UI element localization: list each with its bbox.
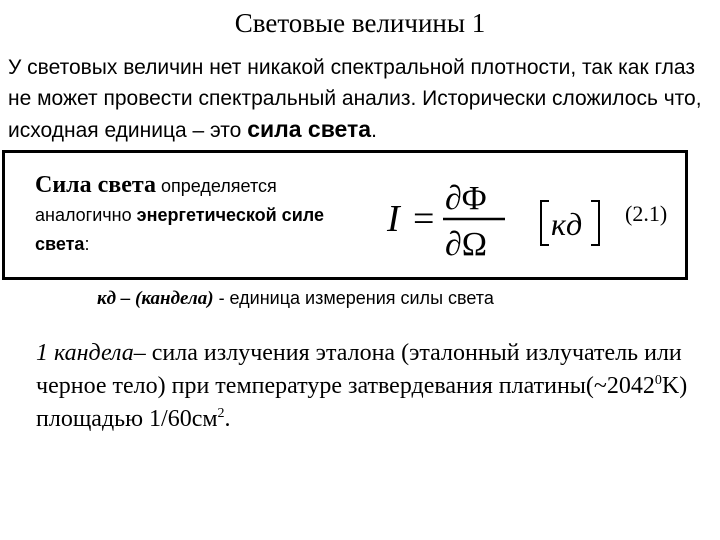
candela-end: . [224, 406, 231, 432]
intro-text: У световых величин нет никакой спектральной плотности, так как глаз не может провести спектральный анализ. Исторически сложилось что, исходная единица – это [8, 56, 702, 142]
candela-term: 1 кандела [36, 340, 134, 366]
unit-line [97, 288, 494, 310]
unit-left-bracket [541, 201, 549, 245]
definition-bold: энергетической силе света [35, 205, 324, 254]
candela-text: – сила излучения эталона (эталонный излучатель или черное тело) при температуре затвердевания платины(~2042 [36, 340, 682, 399]
definition-end: : [84, 234, 90, 254]
intro-paragraph [8, 52, 708, 146]
definition-text [35, 171, 355, 259]
formula-denominator: ∂Ω [445, 226, 488, 263]
intro-end: . [371, 119, 377, 142]
candela-sup-degree: 0 [654, 373, 662, 388]
formula-equals: = [413, 198, 435, 240]
unit-description: - единица измерения силы света [213, 288, 494, 308]
candela-text2: K) площадью 1/60см [36, 373, 688, 432]
definition-text1: определяется аналогично [35, 176, 277, 225]
formula-numerator: ∂Φ [445, 180, 487, 217]
candela-sup-square: 2 [217, 406, 225, 421]
unit-right-bracket [591, 201, 599, 245]
candela-definition [36, 337, 706, 436]
intensity-formula [383, 175, 613, 265]
formula-unit: кд [551, 206, 583, 242]
equation-number: (2.1) [625, 201, 668, 226]
definition-box [2, 150, 688, 280]
intro-bold-term: сила света [247, 116, 372, 142]
unit-abbr: кд – (кандела) [97, 288, 214, 309]
definition-term: Сила света [35, 172, 156, 198]
slide-title: Световые величины 1 [234, 8, 486, 38]
formula-lhs: I [387, 198, 400, 240]
